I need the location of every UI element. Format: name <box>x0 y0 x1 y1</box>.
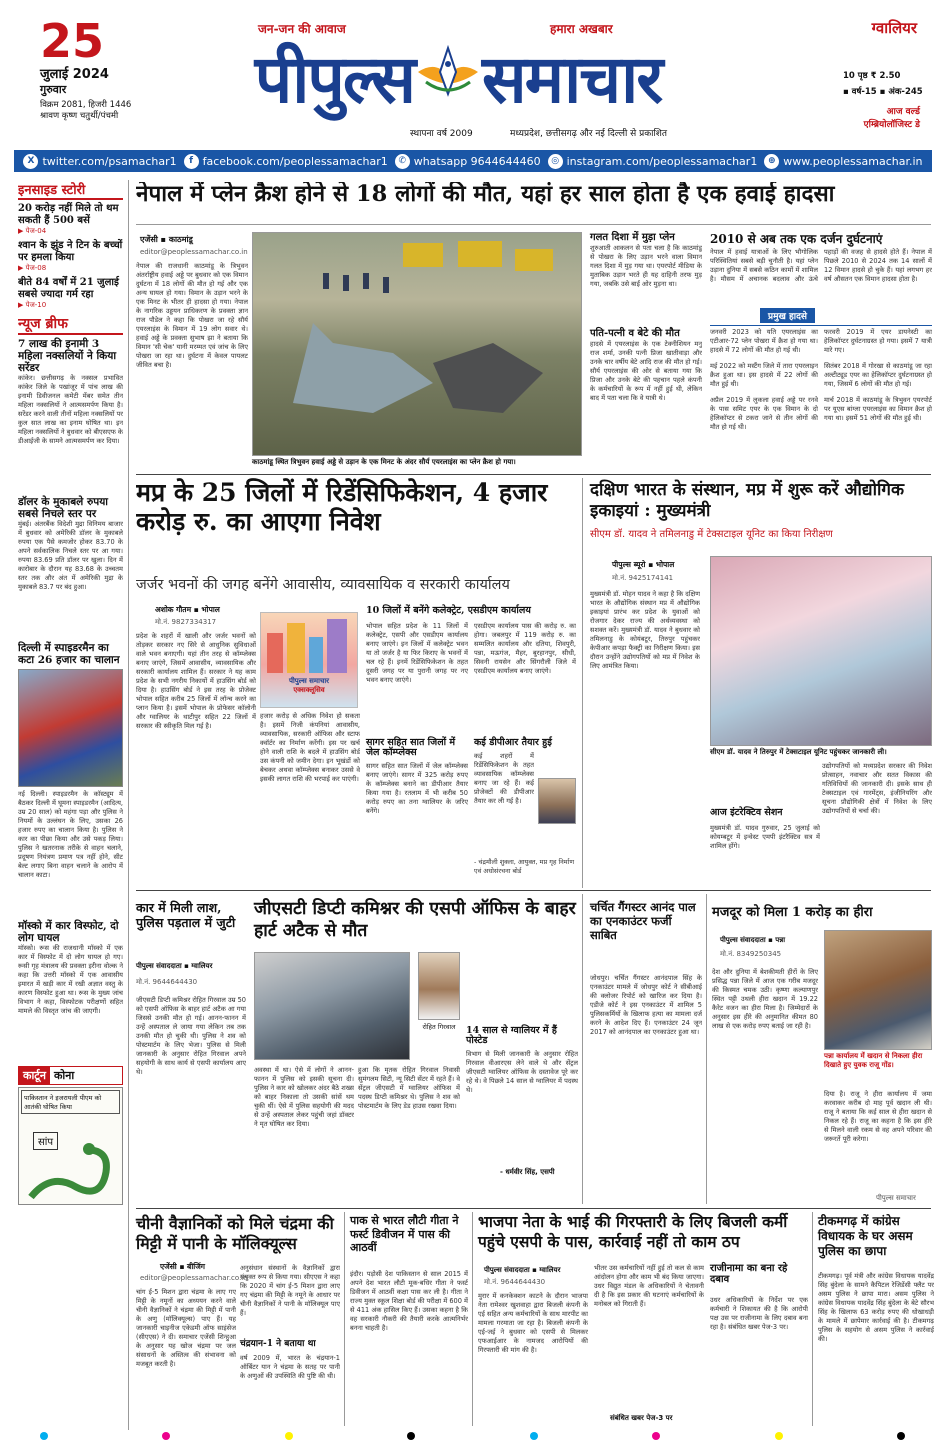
story7-subhead: चंद्रयान-1 ने बताया था <box>240 1339 316 1349</box>
lead-email: editor@peoplessamachar.co.in <box>140 248 248 256</box>
story3-byline: पीपुल्स ब्यूरो ▪ भोपाल <box>612 560 675 569</box>
col-head-collectorate: 10 जिलों में बनेंगे कलेक्ट्रेट, एसडीएम कार्यालय <box>366 605 531 616</box>
story9-byline: पीपुल्स संवाददाता ▪ ग्वालियर <box>484 1266 561 1274</box>
story5-text: जोधपुर। चर्चित गैंगस्टर आनंदपाल सिंह के एनकाउंटर मामले में जोधपुर कोर्ट ने सीबीआई की क्लोजर रिपोर्ट को खारिज कर दिया है। एडीजे कोर्ट ने इस एनकाउंटर में शामिल 5 पुलिसकर्मियों के खिलाफ हत्या का मामला दर्ज करने के आदेश दिए हैं। एनकाउंटर 24 जून 2017 को आनंदपाल का एनकाउंटर हुआ था। <box>590 974 702 1036</box>
story6-photo-caption: पन्ना कार्यालय में खदान से निकला हीरा दिखाते हुए युवक राजू गोंड। <box>824 1052 923 1069</box>
story4-quote: - धर्मवीर सिंह, एसपी <box>500 1168 555 1176</box>
inside-item-page: ▶ पेज-04 <box>18 227 47 235</box>
accident-item: मई 2022 को मस्टैंग जिले में तारा एयरलाइन क्रैश हुआ था। इस हादसे में 22 लोगों की मौत हुई थी। <box>710 362 818 388</box>
globe-icon: ⊕ <box>764 154 779 169</box>
inside-item[interactable] <box>18 277 123 310</box>
inside-item-text: बीते 84 वर्षों में 21 जुलाई सबसे ज्यादा गर्म रहा <box>18 277 119 300</box>
sub-story-wrong-turn <box>590 232 702 460</box>
twitter-handle: twitter.com/psamachar1 <box>42 154 177 168</box>
date-block <box>40 14 140 138</box>
story3-subhead2: आज इंटरेक्टिव सेशन <box>710 807 783 818</box>
date-day: 25 <box>40 14 105 68</box>
inside-item-text: 20 करोड़ नहीं मिले तो थम सकती हैं 500 बसें <box>18 203 119 226</box>
spiderman-photo <box>18 669 123 787</box>
title-left: पीपुल्स <box>254 41 415 118</box>
story9-text2: भीतर उस कर्मचारियों नहीं हुई तो कल से काम आंदोलन होगा और काम भी बंद किया जाएगा। उधर विद्युत मंडल के अधिकारियों ने चेतावनी दी है कि इस प्रकार की घटनाएं कर्मचारियों के मनोबल को गिराती हैं। <box>594 1264 704 1308</box>
instagram-icon: ◎ <box>548 154 563 169</box>
twitter-icon: X <box>23 154 38 169</box>
cartoon-caption: पाकिस्तान ने इजरायली पीएम को आतंकी घोषित किया <box>21 1090 120 1114</box>
brief-3-text: नई दिल्ली। स्पाइडरमैन के कॉस्ट्यूम में बैठकर दिल्ली में घूमना स्पाइडरमैन (आदित्य, उम्र 20 साल) को महंगा पड़ा और पुलिस ने नियमों के उल्लंघन के लिए, उसका 26 हजार रुपए का चालान किया है। पुलिस ने कार का पीछा किया और उसे पकड़ लिया। पुलिस ने खतरनाक तरीके से वाहन चलाने, प्रदूषण नियंत्रण प्रमाण पत्र नहीं होने, सीट बेल्ट लगाए बिना वाहन चलाने के आरोप में चालान काटा। <box>18 790 123 879</box>
rohit-portrait <box>418 952 460 1020</box>
whatsapp-icon: ✆ <box>395 154 410 169</box>
textile-unit-photo <box>710 556 932 746</box>
accident-item: मार्च 2018 में काठमांडू के त्रिभुवन एयरपोर्ट पर यूएस बांग्ला एयरलाइंस का विमान क्रैश हो गया था। इसमें 51 लोगों की मौत हुई थी। <box>824 396 932 422</box>
cartoon-header <box>18 1066 123 1085</box>
day-note <box>840 104 920 130</box>
story4-text3: हुआ कि मृतक रोहित गिरवाल निवासी सुमंगलम सिटी, न्यू सिटी सेंटर में रहते हैं। वे सेंट्रल जीएसटी में ग्वालियर ऑफिस में पदस्थ डिप्टी कमिश्नर थे। पुलिस ने शव को पोस्टमार्टम के लिए डेड हाउस रखवा दिया। <box>358 1066 460 1110</box>
inside-story-title: इनसाइड स्टोरी <box>18 180 123 200</box>
col-text-dpr: कई शहरों में रिडेंसिफिकेशन के तहत व्यावसायिक कॉम्प्लेक्स बनाए जा रहे हैं। कई प्रोजेक्टों की डीपीआर तैयार कर ली गई है। <box>474 752 534 805</box>
story4-text2: अवस्था में था। ऐसे में लोगों ने आनन-फानन में पुलिस को इसकी सूचना दी। पुलिस ने कार को खोलकर अंदर बैठे शख्स को बाहर निकाला तो उसकी सांसें थम चुकी थीं। ऐसे में पुलिस सहयोगी की मदद से उन्हें अस्पताल लेकर पहुंची जहां डॉक्टर ने मृत घोषित कर दिया। <box>254 1066 354 1128</box>
facebook-icon: f <box>184 154 199 169</box>
s1-headline: गलत दिशा में मुड़ा प्लेन <box>590 232 675 243</box>
story3-photo-caption: सीएम डॉ. यादव ने तिरुपुर में टेक्सटाइल यूनिट पहुंचकर जानकारी ली। <box>710 748 887 756</box>
masthead-title <box>168 36 748 118</box>
instagram-link[interactable] <box>548 154 758 169</box>
lead-text: नेपाल की राजधानी काठमांडू के त्रिभुवन अंतर्राष्ट्रीय हवाई अड्डे पर बुधवार को एक विमान दुर्घटना में 18 लोगों की मौत हो गई और एक अन्य घायल हो गया। विमान के उड़ान भरने के एक मिनट के भीतर ही हादसा हो गया। नेपाल के नागरिक उड्डयन प्राधिकरण के प्रवक्ता ज्ञान राज पौडेल ने कहा कि पोखरा जा रहे सौर्य एयरलाइंस के विमान में 19 लोग सवार थे। हवाई अड्डे के प्रवक्ता सुभाष झा ने बताया कि विमान 'सी चेक' यानी मरम्मत एवं जांच के लिए पोखरा जा रहा था। दुर्घटना में केवल पायलट जीवित बचा है। <box>136 262 248 369</box>
story9-continue: संबंधित खबर पेज-3 पर <box>610 1414 673 1422</box>
brief-2-text: मुंबई। अंतरबैंक विदेशी मुद्रा विनिमय बाजार में बुधवार को अमेरिकी डॉलर के मुकाबले रुपया एक पैसे कमजोर होकर 83.70 के अपने सर्वकालिक निचले स्तर पर आ गया। रुपया 83.69 प्रति डॉलर पर खुला। दिन में कारोबार के दौरान यह 83.68 के उच्चतम स्तर तक और अंत में अमेरिकी मुद्रा के मुकाबले 83.7 पर बंद हुआ। <box>18 520 123 591</box>
story7-text: चांग ई-5 मिशन द्वारा चंद्रमा के लाए गए मिट्टी के नमूनों का अध्ययन करने वाले चीनी वैज्ञानिकों ने चंद्रमा की मिट्टी में पानी के अणु (मॉलिक्यूल्स) पाए हैं। यह जानकारी चाइनीज एकेडमी ऑफ साइंसेज (सीएएस) ने दी। समाचार एजेंसी शिन्हुआ के अनुसार यह खोज चंद्रमा पर जल संसाधनों के अस्तित्व की संभावना को मजबूत करती है। <box>136 1288 236 1368</box>
inside-item-page: ▶ पेज-08 <box>18 264 47 272</box>
year-issue: ▪ वर्ष-15 ▪ अंक-245 <box>843 87 923 97</box>
story8-text: इंदौर। पड़ोसी देश पाकिस्तान से साल 2015 में अपने देश भारत लौटी मूक-बधिर गीता ने फर्स्ट डिवीजन में आठवीं कक्षा पास कर ली है। गीता ने राज्य मुक्त स्कूल शिक्षा बोर्ड की परीक्षा में 600 में से 411 अंक हासिल किए हैं। उसका कहना है कि वह सरकारी नौकरी की तैयारी करके आत्मनिर्भर बनना चाहती है। <box>350 1270 468 1332</box>
whatsapp-link[interactable] <box>395 154 541 169</box>
story7-byline: एजेंसी ▪ बीजिंग <box>160 1262 205 1271</box>
tithi: श्रावण कृष्ण चतुर्थी/पंचमी <box>40 111 119 121</box>
story3-headline: दक्षिण भारत के संस्थान, मप्र में शुरू करें औद्योगिक इकाइयां : मुख्यमंत्री <box>590 480 905 521</box>
weekday: गुरुवार <box>40 83 67 96</box>
website-link[interactable] <box>764 154 922 169</box>
s3-text: नेपाल में हवाई यात्राओं के लिए भौगोलिक परिस्थितियां सबसे बड़ी चुनौती है। यहां प्लेन उड़ाना दुनिया में सबसे कठिन कामों में शामिल है। मौसम में अचानक बदलाव और ऊंचे पहाड़ों की वजह से हादसे होते हैं। नेपाल में पिछले 2010 से 2024 तक 14 सालों में 12 विमान हादसे हो चुके हैं। यहां लगभग हर वर्ष औसतन एक विमान हादसा होता है। <box>710 248 932 283</box>
s3-headline: 2010 से अब तक एक दर्जन दुर्घटनाएं <box>710 232 883 246</box>
day-note-line2: एम्ब्रियोलॉजिस्ट डे <box>863 120 920 130</box>
social-bar <box>14 150 932 172</box>
official-portrait <box>538 778 576 824</box>
inside-item[interactable] <box>18 203 123 236</box>
col-text-collectorate2: एसडीएम कार्यालय पास की करोड़ रु. का होगा। जबलपुर में 119 करोड़ रु. का सम्मलित कार्यालय और दतिया, शिवपुरी, पन्ना, मऊगंज, मैहर, बुरहानपुर, सीधी, सिवनी रायसेन और सिंगरौली जिले में एसडीएम कार्यालय बनाए जाएंगे। <box>474 622 576 675</box>
left-sidebar <box>18 180 123 1425</box>
sub-story-accidents <box>710 232 932 436</box>
story4-side-mobile: मो.नं. 9644644430 <box>136 978 198 986</box>
story2-quote: - चंद्रमौली शुक्ला, आयुक्त, मप्र गृह निर्माण एवं अधोसंरचना बोर्ड <box>474 858 575 875</box>
story6-credit: पीपुल्स समाचार <box>876 1194 916 1202</box>
story4-text: जीएसटी डिप्टी कमिश्नर रोहित गिरवाल उम्र 50 को एसपी ऑफिस के बाहर हार्ट अटैक आ गया जिससे उनकी मौत हो गई। आनन-फानन में उन्हें अस्पताल ले जाया गया लेकिन तब तक उनकी मौत हो चुकी थी। पुलिस ने शव को पोस्टमार्टम के लिए भेजा। पुलिस से मिली जानकारी के अनुसार रोहित गिरवाल अपने सहयोगी के साथ कार्य से एसपी कार्यालय आए थे। <box>136 996 246 1076</box>
story4-headline: जीएसटी डिप्टी कमिश्नर की एसपी ऑफिस के बाहर हार्ट अटैक से मौत <box>254 899 576 941</box>
story6-byline: पीपुल्स संवाददाता ▪ पन्ना <box>720 936 786 944</box>
story9-subhead: राजीनामा का बना रहे दबाव <box>710 1263 788 1285</box>
story2-byline: अशोक गौतम ▪ भोपाल <box>155 605 220 614</box>
col-text-jail: सागर सहित सात जिलों में जेल कॉम्प्लेक्स बनाए जाएंगे। सागर में 325 करोड़ रुपए के कॉम्प्लेक्स बनाने का डीपीआर तैयार किया गया है। रतलाम में भी करीब 50 करोड़ रुपए का तना ग्वालियर के जरिए बनेंगे। <box>366 762 468 815</box>
brief-1-headline: 7 लाख की इनामी 3 महिला नक्सलियों ने किया सरेंडर <box>18 338 117 374</box>
story3-subhead: सीएम डॉ. यादव ने तमिलनाडु में टेक्सटाइल यूनिट का किया निरीक्षण <box>590 529 833 540</box>
date-month-year: जुलाई 2024 <box>40 67 109 82</box>
accident-item: सितंबर 2018 में गोरखा से काठमांडू जा रहा अल्टीट्यूड एयर का हेलिकॉप्टर दुर्घटनाग्रस्त हो गया, जिसमें 6 लोगों की मौत हो गई। <box>824 362 932 388</box>
accident-item: जनवरी 2023 को यति एयरलाइंस का एटीआर-72 प्लेन पोखरा में क्रैश हो गया था। हादसे में 72 लोगों की मौत हो गई थी। <box>710 328 818 354</box>
story4-side-headline: कार में मिली लाश, पुलिस पड़ताल में जुटी <box>136 900 236 930</box>
story3-subtext: मुख्यमंत्री डॉ. यादव गुरुवार, 25 जुलाई को कोयम्बटूर में इन्वेस्ट एमपी इंटरैक्टिव सत्र में शामिल होंगे। <box>710 824 820 850</box>
graphic-label: पीपुल्स समाचार <box>288 677 330 685</box>
story6-mobile: मो.नं. 8349250345 <box>720 950 782 958</box>
print-color-bar <box>0 1432 945 1440</box>
news-brief-title: न्यूज ब्रीफ <box>18 314 123 335</box>
city-name: ग्वालियर <box>871 19 917 37</box>
major-accidents-list <box>710 325 932 436</box>
publication-info: मध्यप्रदेश, छत्तीसगढ़ और नई दिल्ली से प्रकाशित <box>510 129 668 139</box>
major-accidents-title: प्रमुख हादसे <box>760 308 815 323</box>
accident-item: अप्रैल 2019 में लुकला हवाई अड्डे पर रनवे के पास समिट एयर के एक विमान के दो हेलिकॉप्टर से टकरा जाने से तीन लोगों की मौत हो गई थी। <box>710 396 818 431</box>
story2-graphic <box>260 612 358 708</box>
gst-incident-photo <box>254 952 410 1060</box>
twitter-link[interactable] <box>23 154 176 169</box>
website-url: www.peoplessamachar.in <box>783 154 923 168</box>
story8-headline: पाक से भारत लौटी गीता ने फर्स्ट डिवीजन में पास की आठवीं <box>350 1214 459 1254</box>
story4-col-headline: 14 साल से ग्वालियर में हैं पोस्टेड <box>466 1025 557 1047</box>
founded-year: स्थापना वर्ष 2009 <box>410 129 473 139</box>
tagline-left: जन-जन की आवाज <box>258 22 346 36</box>
story7-subtext: वर्ष 2009 में, भारत के चंद्रयान-1 ऑर्बिटर यान ने चंद्रमा के सतह पर पानी के अणुओं की उपस्थिति की पुष्टि की थी। <box>240 1354 340 1380</box>
rohit-portrait-label: रोहित गिरवाल <box>422 1023 456 1031</box>
story2-text: प्रदेश के शहरों में खाली और जर्जर भवनों को तोड़कर सरकार नए सिरे से आधुनिक सुविधाओं वाले भवन बनाएगी। यहां तीन तरह से कॉम्प्लेक्स बनाए जाएंगे, जिसमें आवासीय, व्यावसायिक और सरकारी कार्यालय शामिल हैं। सरकार ने यह काम प्रदेश के सभी नगरीय निकायों में हाउसिंग बोर्ड को दिया है। हाउसिंग बोर्ड ने इस तरह के प्रोजेक्ट भोपाल सहित करीब 25 जिलों में लॉन्च करने का प्लान किया है। इसमें भोपाल के प्रोफेसर कॉलोनी और ग्वालियर के थाटीपुर सहित 22 जिलों में सरकार की स्वीकृति मिल गई है। <box>136 632 256 730</box>
story9-mobile: मो.नं. 9644644430 <box>484 1278 546 1286</box>
exclusive-label: एक्सक्लूसिव <box>293 686 325 694</box>
cartoon-panel <box>18 1087 123 1205</box>
story7-email: editor@peoplessamachar.co.in <box>140 1274 248 1282</box>
cartoon-corner: कोना <box>53 1069 75 1082</box>
inside-item-text: श्वान के झुंड ने टिन के बच्चों पर हमला किया <box>18 240 123 263</box>
pen-logo-icon <box>416 42 480 112</box>
story2-mobile: मो.नं. 9827334317 <box>155 618 217 626</box>
diamond-worker-photo <box>824 930 932 1050</box>
price-info: 10 पृष्ठ ₹ 2.50 <box>843 71 901 81</box>
inside-item-page: ▶ पेज-10 <box>18 301 47 309</box>
wreckage-icon <box>253 233 583 457</box>
title-right: समाचार <box>482 41 662 118</box>
story9-text: मुरार में कनकेक्शन काटने के दौरान भाजपा नेता रामेश्वर खुशवाहा द्वारा बिजली कंपनी के एई सहित अन्य कर्मचारियों के साथ मारपीट का मामला गरमाता जा रहा है। बिजली कंपनी के एई-जई ने बुधवार को एसपी से मिलकर एफआईआर के नामजद आरोपियों की गिरफ्तारी की मांग की है। <box>478 1292 588 1354</box>
lead-headline: नेपाल में प्लेन क्रैश होने से 18 लोगों की मौत, यहां हर साल होता है एक हवाई हादसा <box>136 182 835 207</box>
lead-agency: एजेंसी ▪ काठमांडू <box>140 235 193 244</box>
s1-text: शुरुआती आकलन से पता चला है कि काठमांडू से पोखरा के लिए उड़ान भरने वाला विमान गलत दिशा में मुड़ गया था। एयरपोर्ट मीडिया के मुताबिक उड़ान भरते ही यह दाहिनी तरफ मुड़ गया, जबकि उसे बाईं ओर मुड़ना था। <box>590 244 702 288</box>
brief-2-headline: डॉलर के मुकाबले रुपया सबसे निचले स्तर पर <box>18 496 109 520</box>
story7-text2: अनुसंधान संस्थानों के वैज्ञानिकों द्वारा संयुक्त रूप से किया गया। सीएएस ने कहा कि 2020 में चांग ई-5 मिशन द्वारा लाए गए चंद्रमा की मिट्टी के नमूने के आधार पर चीनी वैज्ञानिकों ने पानी के मॉलिक्यूल पाए हैं। <box>240 1264 340 1317</box>
story4-side-byline: पीपुल्स संवाददाता ▪ ग्वालियर <box>136 962 213 970</box>
brief-1-text: कांकेर। छत्तीसगढ़ के नक्सल प्रभावित कांकेर जिले के पखांजूर में पांच लाख की इनामी डिवीजनल कमेटी मेंबर समेत तीन महिला नक्सलियों ने आत्मसमर्पण किया है। सरेंडर करने वाली तीनों महिला नक्सलियों पर कुल सात लाख का इनाम घोषित था। इन महिला नक्सलियों ने बुधवार को बीएसएफ के डीआईजी के सामने आत्मसमर्पण कर दिया। <box>18 374 123 445</box>
brief-4-headline: मॉस्को में कार विस्फोट, दो लोग घायल <box>18 920 119 944</box>
story10-text: टीकमगढ़। पूर्व मंत्री और कांग्रेस विधायक यादवेंद्र सिंह बुंदेला के सामने कैपिटल रेजिडेंसी फ्लैट पर असम पुलिस ने छापा मारा। असम पुलिस ने कांग्रेस विधायक यादवेंद्र सिंह बुंदेला के बेटे सौरभ सिंह के खिलाफ 63 करोड़ रुपए की धोखाधड़ी के मामले में छापेमार कार्रवाई की है। टीकमगढ़ पुलिस के सहयोग से असम पुलिस ने कार्रवाई की। <box>818 1272 934 1343</box>
cartoon-label: सांप <box>33 1132 58 1150</box>
brief-4-text: मॉस्को। रूस की राजधानी मॉस्को में एक कार में विस्फोट में दो लोग घायल हो गए। रूसी गृह मंत्रालय की प्रवक्ता इरीना वोल्क ने कहा कि उत्तरी मॉस्को में एक आवासीय इमारत में खड़ी कार में रखी अज्ञात वस्तु के कारण विस्फोट हुआ था। रूस के मुख्य जांच विभाग ने कहा, विस्फोटक परीक्षणों सहित मामले की विस्तृत जांच की जाएगी। <box>18 944 123 1015</box>
story3-mobile: मो.नं. 9425174141 <box>612 574 674 582</box>
brief-3-headline: दिल्ली में स्पाइडरमैन का कटा 26 हजार का चालान <box>18 642 120 666</box>
snake-cartoon-icon <box>21 1132 121 1202</box>
facebook-handle: facebook.com/peoplessamachar1 <box>202 154 388 168</box>
whatsapp-number: whatsapp 9644644460 <box>413 154 541 168</box>
accident-item: फरवरी 2019 में एयर डायनेस्टी का हेलिकॉप्टर दुर्घटनाग्रस्त हो गया। इसमें 7 यात्री मारे गए। <box>824 328 932 354</box>
plane-crash-photo <box>252 232 582 456</box>
story5-headline: चर्चित गैंगस्टर आनंद पाल का एनकाउंटर फर्जी साबित <box>590 900 696 942</box>
story6-headline: मजदूर को मिला 1 करोड़ का हीरा <box>712 905 873 920</box>
story3-text2: उद्योगपतियों को मध्यप्रदेश सरकार की निवेश प्रोत्साहन, नवाचार और सतत विकास की गतिविधियों की जानकारी दी। इसके साथ ही टेक्सटाइल एवं गारमेंट्स, इंजीनियरिंग और सूचना प्रौद्योगिकी क्षेत्रों में निवेश के लिए उद्योगपतियों से चर्चा की। <box>822 762 932 815</box>
instagram-handle: instagram.com/peoplessamachar1 <box>566 154 758 168</box>
col-head-dpr: कई डीपीआर तैयार हुई <box>474 737 552 748</box>
story7-headline: चीनी वैज्ञानिकों को मिले चंद्रमा की मिट्टी में पानी के मॉलिक्यूल्स <box>136 1214 334 1253</box>
tagline-right: हमारा अखबार <box>550 22 613 36</box>
s2-headline: पति-पत्नी व बेटे की मौत <box>590 328 680 339</box>
story6-text: देश और दुनिया में बेशकीमती हीरों के लिए प्रसिद्ध पन्ना जिले में आज एक गरीब मजदूर की किस्मत चमक उठी। कृष्णा कल्याणपुर स्थित पट्टी उथली हीरा खदान में 19.22 कैरेट वजन का हीरा मिला है। जिम्मेदारों के अनुसार इस हीरे की अनुमानित कीमत 80 लाख से एक करोड़ रुपए बताई जा रही है। <box>712 968 818 1030</box>
inside-item[interactable] <box>18 240 123 273</box>
buildings-icon <box>261 613 359 673</box>
story10-headline: टीकमगढ़ में कांग्रेस विधायक के घर असम पुलिस का छापा <box>818 1214 913 1258</box>
vikram-samvat: विक्रम 2081, हिजरी 1446 <box>40 100 132 110</box>
story4-col-text: विभाग से मिली जानकारी के अनुसार रोहित गिरवाल वीआरएस लेने वाले थे और सेंट्रल जीएसटी ग्वालियर ऑफिस के दस्तावेज पूरे कर रहे थे। वे पिछले 14 साल से ग्वालियर में पदस्थ थे। <box>466 1050 578 1094</box>
day-note-line1: आज वर्ल्ड <box>886 107 920 117</box>
cartoon-title: कार्टून <box>19 1067 50 1084</box>
col-head-jail: सागर सहित सात जिलों में जेल कॉम्प्लेक्स <box>366 737 456 759</box>
s2-text: हादसे में एयरलाइंस के एक टेक्नीशियन मनु राज शर्मा, उनकी पत्नी प्रिजा खातीवाड़ा और उनके चार वर्षीय बेटे आदि राज की मौत हो गई। सौर्य एयरलाइंस की ओर से बताया गया कि प्रिजा और उनके बेटे की पहचान पहले कंपनी के कर्मचारियों के रूप में नहीं हुई थी, लेकिन बाद में पता चला कि वे यात्री थे। <box>590 340 702 402</box>
story2-headline: मप्र के 25 जिलों में रिडेंसिफिकेशन, 4 हजार करोड़ रु. का आएगा निवेश <box>136 478 548 536</box>
story9-headline: भाजपा नेता के भाई की गिरफ्तारी के लिए बिजली कर्मी पहुंचे एसपी के पास, कार्रवाई नहीं तो काम ठप <box>478 1212 788 1251</box>
story6-text2: दिया है। राजू ने हीरा कार्यालय में जमा करवाकर करीब दो माह पूर्व खदान ली थी। राजू ने बताया कि कई साल से हीरा खदान से निकल रहे हैं। राजू का कहना है कि इस हीरे से मिलने वाली रकम से वह अपने परिवार की जरूरतें पूरी करेगा। <box>824 1090 932 1143</box>
lead-photo-caption: काठमांडू स्थित त्रिभुवन हवाई अड्डे से उड़ान के एक मिनट के अंदर सौर्य एयरलाइंस का प्लेन क्रैश हो गया। <box>252 458 516 466</box>
story9-subtext: उधर अधिकारियों के निर्देश पर एक कर्मचारी ने शिकायत की है कि आरोपी पक्ष उस पर राजीनामा के लिए दबाव बना रहा है। संबंधित खबर पेज-3 पर। <box>710 1296 808 1331</box>
story2-subhead: जर्जर भवनों की जगह बनेंगे आवासीय, व्यावसायिक व सरकारी कार्यालय <box>136 577 510 593</box>
col-text-collectorate: भोपाल सहित प्रदेश के 11 जिलों में कलेक्ट्रेट, एसपी और एसडीएम कार्यालय बनाए जाएंगे। इन जिलों में कलेक्ट्रेट भवन या तो जर्जर है या फिर किराए के भवनों में चल रहे हैं। इनमें रिडेंसिफिकेशन के तहत दूसरी जगह पर या पुरानी जगह पर नए भवन बनाए जाएंगे। <box>366 622 468 684</box>
story3-text: मुख्यमंत्री डॉ. मोहन यादव ने कहा है कि दक्षिण भारत के औद्योगिक संस्थान मप्र में औद्योगिक इकाइयां प्रारंभ कर प्रदेश के युवाओं को रोजगार देकर राज्य की अर्थव्यवस्था को सशक्त करें। मुख्यमंत्री डॉ. यादव ने बुधवार को तमिलनाडु के कोयंबटूर, तिरुपुर पहुंचकर केपीआर कपड़ा फैक्ट्री का निरीक्षण किया। इस दौरान उन्होंने उद्योगपतियों को मप्र में निवेश के लिए आमंत्रित किया। <box>590 590 700 670</box>
facebook-link[interactable] <box>184 154 388 169</box>
story2-text2: हजार करोड़ से अधिक निवेश हो सकता है। इसमें निजी कंपनियां आवासीय, व्यावसायिक, सरकारी ऑफिस और स्टाफ क्वॉर्टर का निर्माण करेंगी। इस पर खर्च होने वाली राशि के बदले में हाउसिंग बोर्ड उस कंपनी को जमीन देगा। इन भूखंडों को बेचकर अथवा कॉम्प्लेक्स बनाकर उससे वे इसकी लागत राशि की भरपाई कर पाएंगी। <box>260 712 360 783</box>
